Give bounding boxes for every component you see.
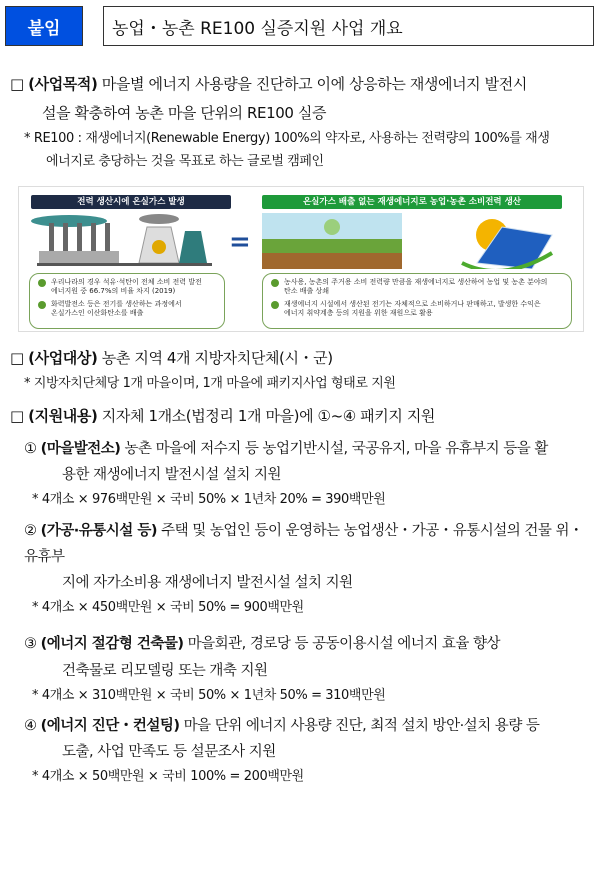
- support-item-4-line2: 도출, 사업 만족도 등 설문조사 지원: [62, 744, 276, 761]
- check-icon: [271, 279, 279, 287]
- support-item-3: [5, 631, 594, 657]
- right-point: 농사용, 농촌의 주거용 소비 전력량 만큼을 재생에너지로 생산하여 농업 및 농촌 분야의 탄소 배출 상쇄: [284, 277, 548, 295]
- support-text: 지자체 1개소(법정리 1개 마을)에 ①~④ 패키지 지원: [97, 406, 435, 425]
- purpose-label: (사업목적): [28, 75, 98, 93]
- left-point: 우리나라의 경우 석유·석탄이 전체 소비 전력 발전 에너지원 중 66.7%의 비율 차지 (2019): [51, 277, 202, 295]
- support-item-1-note: * 4개소 × 976백만원 × 국비 50% × 1년차 20% = 390백만원: [32, 492, 386, 508]
- support-item-1-line2: 용한 재생에너지 발전시설 설치 지원: [62, 467, 282, 484]
- support-label: (지원내용): [28, 406, 98, 425]
- equals-sign: =: [229, 226, 251, 257]
- purpose-text: 마을별 에너지 사용량을 진단하고 이에 상응하는 재생에너지 발전시: [97, 75, 527, 93]
- left-point: 화력발전소 등은 전기를 생산하는 과정에서 온실가스인 이산화탄소를 배출: [51, 299, 182, 318]
- item-text: 농촌 마을에 저수지 등 농업기반시설, 국공유지, 마을 유휴부지 등을 활: [120, 441, 548, 458]
- item-number: ④: [24, 718, 37, 734]
- attachment-badge: 붙임: [5, 6, 83, 46]
- item-label: (에너지 진단・컨설팅): [40, 718, 180, 734]
- bullet-box: □: [10, 75, 24, 93]
- bullet-box: □: [10, 406, 24, 425]
- support-line: [5, 402, 594, 431]
- item-number: ③: [24, 636, 37, 653]
- check-icon: [38, 301, 46, 309]
- item-label: (에너지 절감형 건축물): [40, 636, 184, 653]
- support-item-4: [5, 713, 594, 739]
- item-text: 마을회관, 경로당 등 공동이용시설 에너지 효율 향상: [183, 636, 501, 653]
- item-number: ①: [24, 441, 37, 458]
- target-line: [5, 344, 594, 373]
- support-item-1: [5, 436, 594, 462]
- farm-solar-icon: [262, 213, 562, 269]
- support-item-2-note: * 4개소 × 450백만원 × 국비 50% = 900백만원: [32, 600, 304, 616]
- left-title-bar: 전력 생산시에 온실가스 발생: [31, 195, 231, 209]
- item-text: 주택 및 농업인 등이 운영하는 농업생산・가공・유통시설의 건물 위・유휴부: [24, 522, 584, 565]
- check-icon: [271, 301, 279, 309]
- re100-note-line2: 에너지로 충당하는 것을 목표로 하는 글로벌 캠페인: [46, 154, 324, 170]
- right-point: 재생에너지 시설에서 생산된 전기는 자체적으로 소비하거나 판매하고, 발생한 수익은 에너지 취약계층 등의 지원을 위한 재원으로 활용: [284, 299, 541, 318]
- target-text: 농촌 지역 4개 지방자치단체(시・군): [97, 348, 333, 367]
- left-info-box: [29, 273, 225, 329]
- support-item-2: [5, 518, 594, 570]
- factory-icon: [29, 213, 219, 267]
- re100-infographic: [18, 186, 584, 332]
- re100-note-line1: * RE100 : 재생에너지(Renewable Energy) 100%의 약자로, 사용하는 전력량의 100%를 재생: [24, 131, 550, 146]
- support-item-4-note: * 4개소 × 50백만원 × 국비 100% = 200백만원: [32, 769, 304, 785]
- support-item-3-note: * 4개소 × 310백만원 × 국비 50% × 1년차 50% = 310백만원: [32, 687, 386, 703]
- document-title: 농업・농촌 RE100 실증지원 사업 개요: [103, 6, 594, 46]
- document-header: [5, 6, 594, 46]
- purpose-line1: [5, 70, 594, 99]
- check-icon: [38, 279, 46, 287]
- item-number: ②: [24, 522, 37, 539]
- target-label: (사업대상): [28, 348, 98, 367]
- support-item-3-line2: 건축물로 리모델링 또는 개축 지원: [62, 662, 268, 679]
- bullet-box: □: [10, 348, 24, 367]
- purpose-line2: 설을 확충하여 농촌 마을 단위의 RE100 실증: [42, 103, 327, 122]
- item-label: (가공·유통시설 등): [40, 522, 157, 539]
- support-item-2-line2: 지에 자가소비용 재생에너지 발전시설 설치 지원: [62, 574, 353, 591]
- target-note: * 지방자치단체당 1개 마을이며, 1개 마을에 패키지사업 형태로 지원: [24, 376, 396, 392]
- item-label: (마을발전소): [40, 441, 121, 458]
- right-title-bar: 온실가스 배출 없는 재생에너지로 농업·농촌 소비전력 생산: [262, 195, 562, 209]
- item-text: 마을 단위 에너지 사용량 진단, 최적 설치 방안·설치 용량 등: [179, 718, 540, 734]
- right-info-box: [262, 273, 572, 329]
